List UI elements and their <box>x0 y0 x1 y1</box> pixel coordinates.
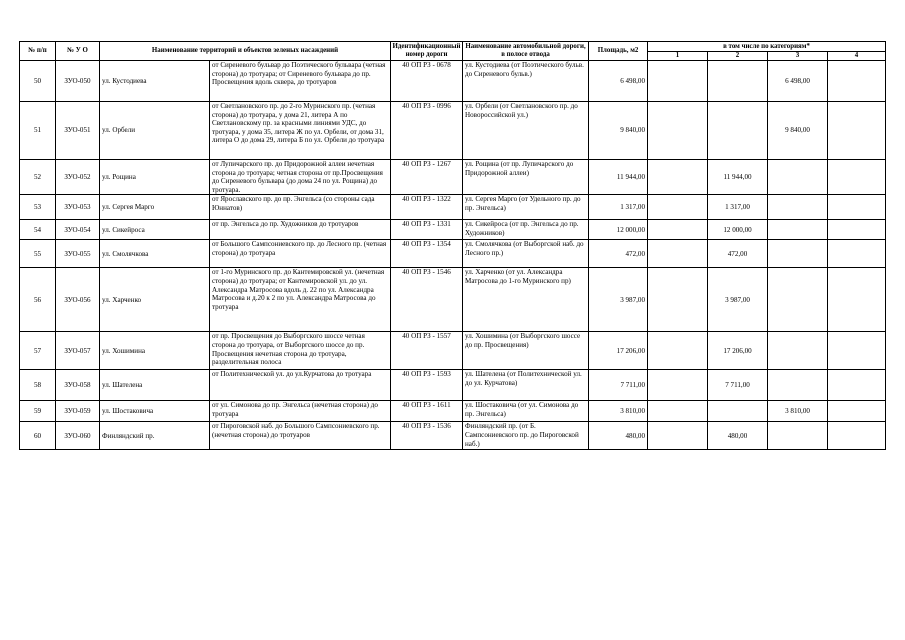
row-area-cell: 480,00 <box>589 422 648 450</box>
row-name-cell: ул. Шателена <box>100 370 210 401</box>
row-description-cell: от ул. Симонова до пр. Энгельса (нечетная сторона) до тротуара <box>210 401 391 422</box>
table-body <box>20 61 886 450</box>
row-name-cell: ул. Орбели <box>100 102 210 160</box>
row-category-1-cell <box>648 61 708 102</box>
row-code-cell: ЗУО-057 <box>56 332 100 370</box>
row-name-cell: ул. Смолячкова <box>100 240 210 268</box>
row-category-2-cell: 3 987,00 <box>708 268 768 332</box>
row-number-cell: 59 <box>20 401 56 422</box>
row-number-cell: 50 <box>20 61 56 102</box>
row-road-name-cell: Финляндский пр. (от Б. Сампсониевского пр. до Пироговской наб.) <box>463 422 589 450</box>
row-category-4-cell <box>828 422 886 450</box>
row-number-cell: 56 <box>20 268 56 332</box>
row-name-cell: Финляндский пр. <box>100 422 210 450</box>
row-road-id-cell: 40 ОП РЗ - 1331 <box>391 220 463 240</box>
header-road-id: Идентификационный номер дороги <box>391 42 463 61</box>
row-road-name-cell: ул. Шостаковича (от ул. Симонова до пр. Энгельса) <box>463 401 589 422</box>
row-category-2-cell: 480,00 <box>708 422 768 450</box>
row-road-name-cell: ул. Сергея Марго (от Удельного пр. до пр. Энгельса) <box>463 195 589 220</box>
table-row <box>20 160 886 195</box>
row-category-4-cell <box>828 401 886 422</box>
row-code-cell: ЗУО-055 <box>56 240 100 268</box>
row-code-cell: ЗУО-059 <box>56 401 100 422</box>
row-code-cell: ЗУО-056 <box>56 268 100 332</box>
row-category-1-cell <box>648 220 708 240</box>
row-road-name-cell: ул. Харченко (от ул. Александра Матросова до 1-го Муринского пр) <box>463 268 589 332</box>
row-category-1-cell <box>648 401 708 422</box>
row-area-cell: 1 317,00 <box>589 195 648 220</box>
table-row <box>20 220 886 240</box>
row-code-cell: ЗУО-051 <box>56 102 100 160</box>
row-description-cell: от Ярославского пр. до пр. Энгельса (со стороны сада Юннатов) <box>210 195 391 220</box>
row-road-id-cell: 40 ОП РЗ - 1267 <box>391 160 463 195</box>
row-road-id-cell: 40 ОП РЗ - 1611 <box>391 401 463 422</box>
row-category-4-cell <box>828 268 886 332</box>
header-categories: в том числе по категориям* <box>648 42 886 52</box>
row-category-2-cell <box>708 401 768 422</box>
header-num: № п/п <box>20 42 56 61</box>
table-row <box>20 268 886 332</box>
row-description-cell: от Лупичарского пр. до Придорожной аллеи нечетная сторона до тротуара; четная сторона от пр.Просвещения до Сиреневого бульвара (до дома 24 по ул. Рощина) до тротуара. <box>210 160 391 195</box>
row-category-2-cell <box>708 61 768 102</box>
row-road-id-cell: 40 ОП РЗ - 0678 <box>391 61 463 102</box>
row-description-cell: от Большого Сампсониевского пр. до Лесного пр. (четная сторона) до тротуара <box>210 240 391 268</box>
row-description-cell: от Политехнической ул. до ул.Курчатова до тротуара <box>210 370 391 401</box>
row-name-cell: ул. Хошимина <box>100 332 210 370</box>
row-category-2-cell: 12 000,00 <box>708 220 768 240</box>
row-number-cell: 51 <box>20 102 56 160</box>
header-code: № У О <box>56 42 100 61</box>
table-header <box>20 42 886 61</box>
row-code-cell: ЗУО-058 <box>56 370 100 401</box>
table-row <box>20 195 886 220</box>
row-number-cell: 53 <box>20 195 56 220</box>
row-category-4-cell <box>828 332 886 370</box>
row-road-id-cell: 40 ОП РЗ - 1322 <box>391 195 463 220</box>
row-area-cell: 6 498,00 <box>589 61 648 102</box>
row-area-cell: 17 206,00 <box>589 332 648 370</box>
row-category-2-cell: 11 944,00 <box>708 160 768 195</box>
row-road-id-cell: 40 ОП РЗ - 1354 <box>391 240 463 268</box>
row-road-id-cell: 40 ОП РЗ - 1593 <box>391 370 463 401</box>
row-category-2-cell <box>708 102 768 160</box>
row-description-cell: от пр. Просвещения до Выборгского шоссе четная сторона до тротуара, от Выборгского шоссе до пр. Просвещения нечетная сторона до тротуара, разделительная полоса <box>210 332 391 370</box>
table-row <box>20 240 886 268</box>
row-category-2-cell: 17 206,00 <box>708 332 768 370</box>
header-cat-2: 2 <box>708 52 768 61</box>
header-cat-1: 1 <box>648 52 708 61</box>
row-category-4-cell <box>828 370 886 401</box>
table-row <box>20 370 886 401</box>
row-road-id-cell: 40 ОП РЗ - 1536 <box>391 422 463 450</box>
row-number-cell: 60 <box>20 422 56 450</box>
row-area-cell: 3 810,00 <box>589 401 648 422</box>
row-name-cell: ул. Кустодиева <box>100 61 210 102</box>
row-road-name-cell: ул. Смолячкова (от Выборгской наб. до Лесного пр.) <box>463 240 589 268</box>
table-row <box>20 61 886 102</box>
row-number-cell: 54 <box>20 220 56 240</box>
row-category-3-cell <box>768 370 828 401</box>
row-category-3-cell <box>768 332 828 370</box>
row-area-cell: 472,00 <box>589 240 648 268</box>
row-number-cell: 58 <box>20 370 56 401</box>
row-code-cell: ЗУО-050 <box>56 61 100 102</box>
row-category-4-cell <box>828 240 886 268</box>
row-road-name-cell: ул. Сикейроса (от пр. Энгельса до пр. Художников) <box>463 220 589 240</box>
row-road-name-cell: ул. Орбели (от Светлановского пр. до Новороссийской ул.) <box>463 102 589 160</box>
row-area-cell: 7 711,00 <box>589 370 648 401</box>
row-category-2-cell: 1 317,00 <box>708 195 768 220</box>
row-category-3-cell <box>768 268 828 332</box>
row-road-name-cell: ул. Рощина (от пр. Лупичарского до Придорожной аллеи) <box>463 160 589 195</box>
row-name-cell: ул. Рощина <box>100 160 210 195</box>
header-road-name: Наименование автомобильной дороги, в полосе отвода <box>463 42 589 61</box>
row-name-cell: ул. Сикейроса <box>100 220 210 240</box>
row-road-id-cell: 40 ОП РЗ - 1546 <box>391 268 463 332</box>
row-category-3-cell: 6 498,00 <box>768 61 828 102</box>
row-category-1-cell <box>648 160 708 195</box>
row-category-3-cell <box>768 195 828 220</box>
row-description-cell: от Сиреневого бульвар до Поэтического бульвара (четная сторона) до тротуара; от Сиреневого бульвара до пр. Просвещения вдоль сквера, до тротуаров <box>210 61 391 102</box>
row-category-1-cell <box>648 370 708 401</box>
row-category-3-cell <box>768 422 828 450</box>
row-road-id-cell: 40 ОП РЗ - 0996 <box>391 102 463 160</box>
table-row <box>20 401 886 422</box>
row-category-1-cell <box>648 332 708 370</box>
row-code-cell: ЗУО-060 <box>56 422 100 450</box>
row-description-cell: от 1-го Муринского пр. до Кантемировской ул. (нечетная сторона) до тротуара; от Кантемировской ул. до ул. Александра Матросова вдоль д. 22 по ул. Александра Матросова и д.20 к 2 по ул. Александра Матросова до тротуара <box>210 268 391 332</box>
green-areas-table <box>19 41 886 450</box>
row-category-3-cell: 3 810,00 <box>768 401 828 422</box>
table-row <box>20 102 886 160</box>
row-category-4-cell <box>828 102 886 160</box>
row-category-1-cell <box>648 102 708 160</box>
row-category-3-cell <box>768 160 828 195</box>
table-row <box>20 332 886 370</box>
row-category-1-cell <box>648 422 708 450</box>
row-category-4-cell <box>828 195 886 220</box>
row-code-cell: ЗУО-054 <box>56 220 100 240</box>
row-name-cell: ул. Харченко <box>100 268 210 332</box>
row-description-cell: от пр. Энгельса до пр. Художников до тротуаров <box>210 220 391 240</box>
row-category-2-cell: 7 711,00 <box>708 370 768 401</box>
row-category-4-cell <box>828 220 886 240</box>
row-code-cell: ЗУО-052 <box>56 160 100 195</box>
row-category-2-cell: 472,00 <box>708 240 768 268</box>
row-description-cell: от Пироговской наб. до Большого Сампсониевского пр. (нечетная сторона) до тротуаров <box>210 422 391 450</box>
row-category-3-cell <box>768 240 828 268</box>
header-area: Площадь, м2 <box>589 42 648 61</box>
row-category-4-cell <box>828 61 886 102</box>
row-category-1-cell <box>648 195 708 220</box>
row-category-3-cell <box>768 220 828 240</box>
table-row <box>20 422 886 450</box>
row-description-cell: от Светлановского пр. до 2-го Муринского пр. (четная сторона) до тротуара, у дома 21, литера А по Светлановскому пр. за красными линиями УДС, до тротуара, у дома 35, литера Ж по ул. Орбели, от дома 31, литера О до дома 29, литера Б по ул. Орбели до тротуара <box>210 102 391 160</box>
row-category-3-cell: 9 840,00 <box>768 102 828 160</box>
row-area-cell: 9 840,00 <box>589 102 648 160</box>
row-area-cell: 11 944,00 <box>589 160 648 195</box>
row-area-cell: 12 000,00 <box>589 220 648 240</box>
header-cat-3: 3 <box>768 52 828 61</box>
row-name-cell: ул. Сергея Марго <box>100 195 210 220</box>
row-road-name-cell: ул. Кустодиева (от Поэтического бульв. до Сиреневого бульв.) <box>463 61 589 102</box>
header-cat-4: 4 <box>828 52 886 61</box>
row-road-name-cell: ул. Шателена (от Политехнической ул. до ул. Курчатова) <box>463 370 589 401</box>
row-number-cell: 57 <box>20 332 56 370</box>
row-road-name-cell: ул. Хошимина (от Выборгского шоссе до пр. Просвещения) <box>463 332 589 370</box>
row-area-cell: 3 987,00 <box>589 268 648 332</box>
row-road-id-cell: 40 ОП РЗ - 1557 <box>391 332 463 370</box>
row-number-cell: 52 <box>20 160 56 195</box>
header-name: Наименование территорий и объектов зеленых насаждений <box>100 42 391 61</box>
row-category-1-cell <box>648 268 708 332</box>
row-code-cell: ЗУО-053 <box>56 195 100 220</box>
row-category-1-cell <box>648 240 708 268</box>
row-number-cell: 55 <box>20 240 56 268</box>
row-category-4-cell <box>828 160 886 195</box>
row-name-cell: ул. Шостаковича <box>100 401 210 422</box>
